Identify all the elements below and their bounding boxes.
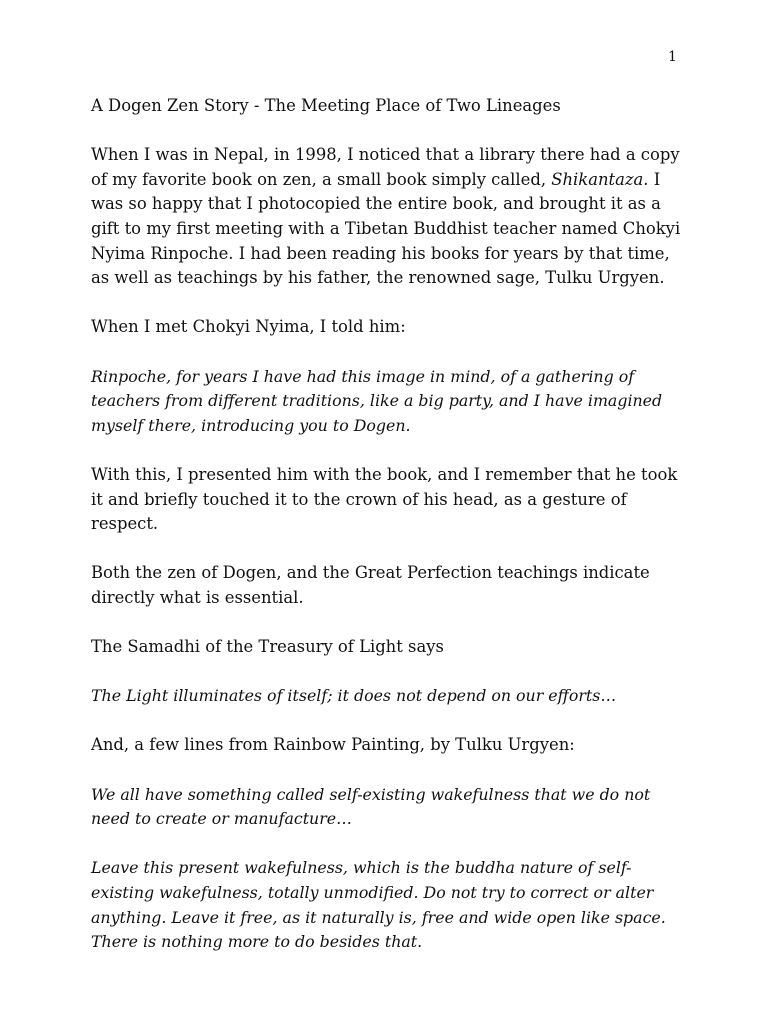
paragraph-samadhi: The Samadhi of the Treasury of Light says — [91, 637, 444, 657]
paragraph-met: When I met Chokyi Nyima, I told him: — [91, 317, 406, 337]
quote-wakefulness: We all have something called self-existing wakefulness that we do not need to create or manufacture… — [91, 784, 651, 829]
paragraph-nepal-text-end: . I was so happy that I photocopied the entire book, and brought it as a gift to my first meeting with a Tibetan Buddhist teacher named Chokyi Nyima Rinpoche. I had been reading his books for years by that time, as well as teachings by his father, the renowned sage, Tulku Urgyen. — [91, 169, 681, 288]
paragraph-rainbow: And, a few lines from Rainbow Painting, by Tulku Urgyen: — [91, 735, 575, 755]
paragraph-presented: With this, I presented him with the book, and I remember that he took it and briefly touched it to the crown of his head, as a gesture of respect. — [91, 464, 678, 534]
document-body — [91, 94, 691, 955]
quote-light: The Light illuminates of itself; it does not depend on our efforts… — [91, 686, 617, 706]
document-title: A Dogen Zen Story - The Meeting Place of Two Lineages — [91, 96, 561, 115]
page-number: 1 — [668, 49, 677, 65]
paragraph-essential: Both the zen of Dogen, and the Great Perfection teachings indicate directly what is essential. — [91, 563, 650, 607]
quote-unmodified: Leave this present wakefulness, which is the buddha nature of self-existing wakefulness, totally unmodified. Do not try to correct or alter anything. Leave it free, as it naturally is, free and wide open like space. There is nothing more to do besides that. — [91, 858, 666, 952]
quote-rinpoche: Rinpoche, for years I have had this image in mind, of a gathering of teachers from different traditions, like a big party, and I have imagined myself there, introducing you to Dogen. — [91, 366, 663, 435]
paragraph-nepal — [91, 143, 691, 291]
book-title: Shikantaza — [551, 169, 644, 189]
paragraph-nepal-text-start: When I was in Nepal, in 1998, I noticed that a library there had a copy of my favorite book on zen, a small book simply called, — [91, 145, 680, 189]
